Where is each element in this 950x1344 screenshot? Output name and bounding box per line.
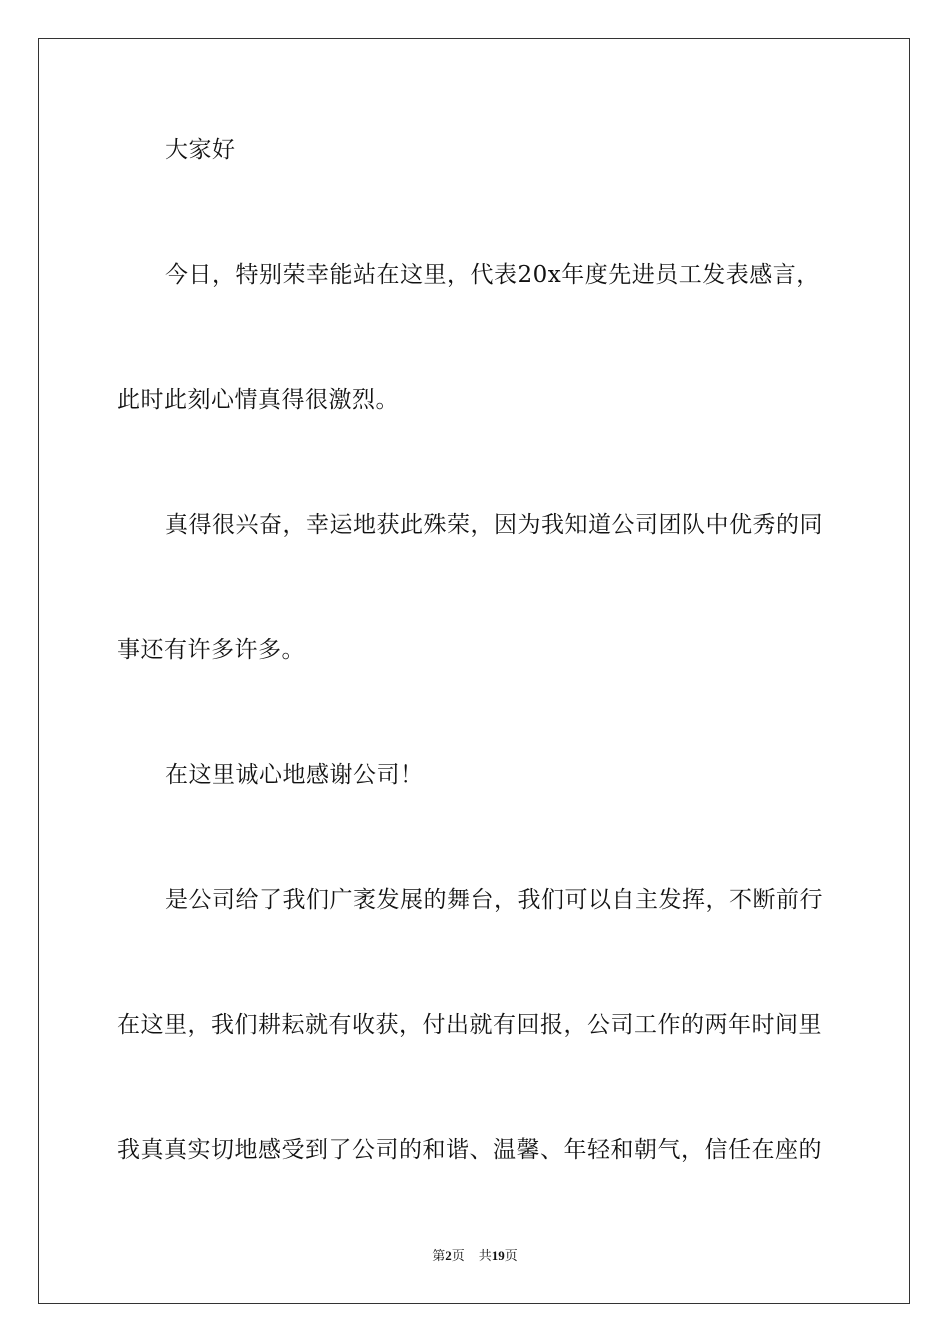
page-suffix: 页 xyxy=(451,1249,465,1264)
paragraph-3-line-1: 在这里诚心地感谢公司！ xyxy=(165,762,424,788)
page-border xyxy=(38,38,910,1304)
paragraph-4-line-2: 在这里，我们耕耘就有收获，付出就有回报，公司工作的两年时间里 xyxy=(117,1012,822,1038)
paragraph-4-line-1: 是公司给了我们广袤发展的舞台，我们可以自主发挥，不断前行 xyxy=(165,887,823,913)
current-page-number: 2 xyxy=(445,1248,452,1263)
paragraph-2-line-2: 事还有许多许多。 xyxy=(117,637,305,663)
greeting-line: 大家好 xyxy=(165,137,236,163)
paragraph-1-line-1: 今日，特别荣幸能站在这里，代表20x年度先进员工发表感言， xyxy=(165,262,820,288)
paragraph-4-line-3: 我真真实切地感受到了公司的和谐、温馨、年轻和朝气，信任在座的 xyxy=(117,1137,822,1163)
paragraph-1-line-2: 此时此刻心情真得很激烈。 xyxy=(117,387,399,413)
total-suffix: 页 xyxy=(504,1249,518,1264)
paragraph-2-line-1: 真得很兴奋，幸运地获此殊荣，因为我知道公司团队中优秀的同 xyxy=(165,512,823,538)
total-prefix: 共 xyxy=(478,1249,492,1264)
page-prefix: 第 xyxy=(432,1249,446,1264)
page-footer xyxy=(0,1247,950,1266)
total-page-count: 19 xyxy=(491,1248,505,1263)
